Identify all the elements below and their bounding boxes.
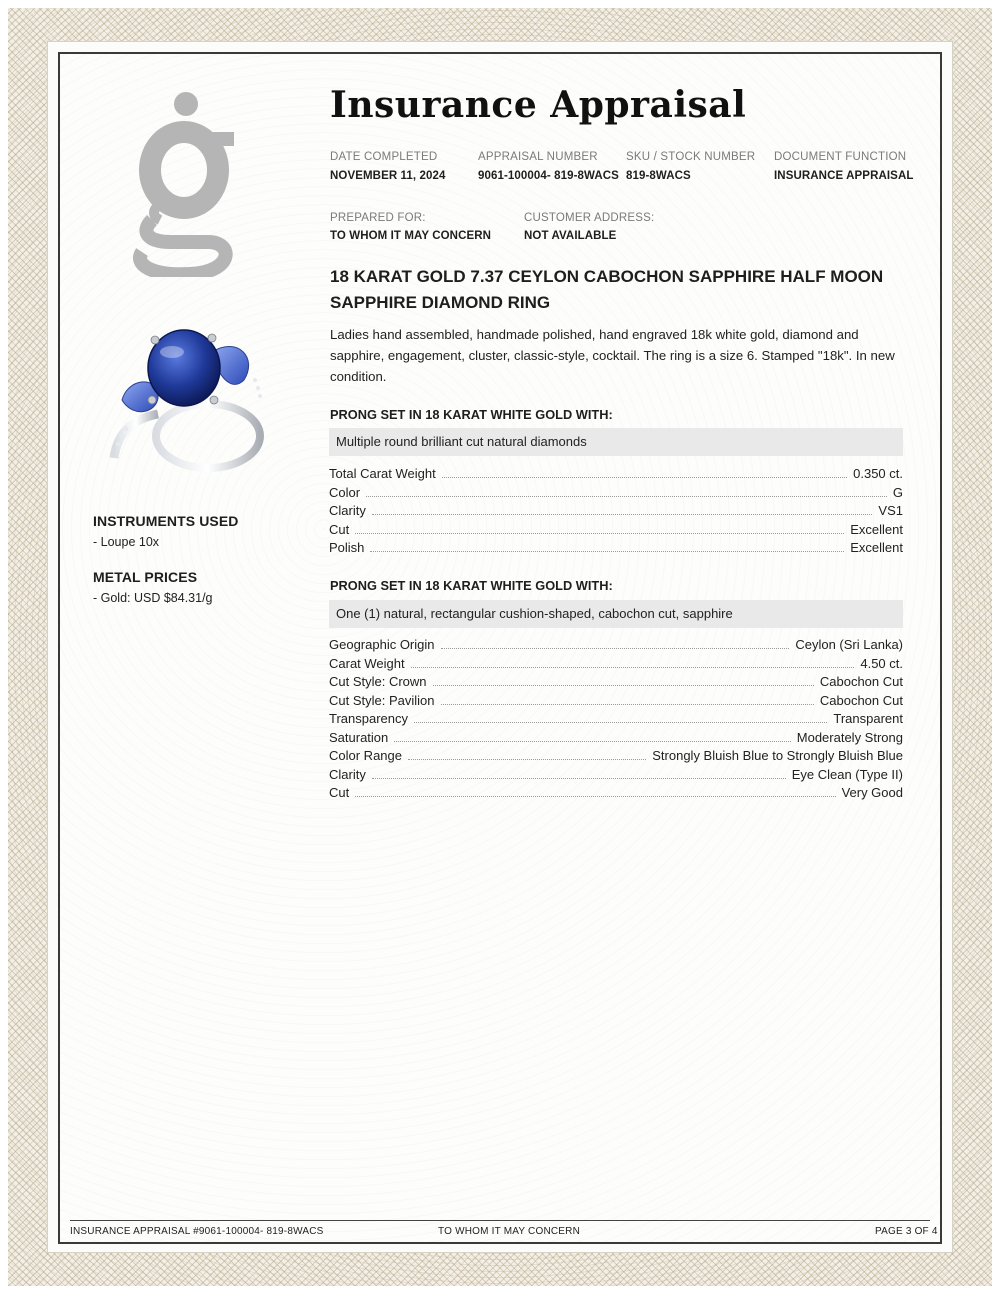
spec-label: Clarity: [329, 766, 366, 782]
spec-row: [329, 674, 903, 693]
spec-row: [329, 785, 903, 804]
footer-recipient: TO WHOM IT MAY CONCERN: [438, 1226, 580, 1237]
prepared-for-value: TO WHOM IT MAY CONCERN: [330, 230, 492, 242]
appraisal-number-value: 9061-100004- 819-8WACS: [478, 170, 619, 182]
spec-row: [329, 730, 903, 749]
dot-leader: [442, 477, 847, 478]
date-completed-label: DATE COMPLETED: [330, 151, 438, 163]
dot-leader: [355, 533, 844, 534]
spec-row: [329, 466, 903, 485]
footer-appraisal-id: INSURANCE APPRAISAL #9061-100004- 819-8WACS: [70, 1226, 324, 1237]
spec-value: Excellent: [850, 540, 903, 555]
spec-label: Saturation: [329, 729, 389, 745]
instruments-heading: INSTRUMENTS USED: [93, 513, 239, 529]
spec-label: Geographic Origin: [329, 637, 435, 652]
stone-description: Multiple round brilliant cut natural diamonds: [329, 428, 903, 456]
item-description: Ladies hand assembled, handmade polished, hand engraved 18k white gold, diamond and sapphire, engagement, cluster, classic-style, cocktail. The ring is a size 6. Stamped "18k". In new condition.: [330, 327, 895, 384]
sku-label: SKU / STOCK NUMBER: [626, 151, 756, 163]
dot-leader: [355, 796, 835, 797]
spec-value: 4.50 ct.: [860, 655, 903, 671]
diamond-specs: [329, 466, 903, 559]
spec-value: VS1: [878, 503, 903, 518]
spec-label: Cut Style: Pavilion: [329, 692, 435, 708]
spec-value: 0.350 ct.: [853, 466, 903, 481]
spec-row: [329, 637, 903, 656]
spec-label: Color: [329, 484, 361, 500]
item-title: 18 KARAT GOLD 7.37 CEYLON CABOCHON SAPPHIRE HALF MOON SAPPHIRE DIAMOND RING: [330, 267, 884, 312]
spec-label: Polish: [329, 540, 365, 555]
spec-value: Moderately Strong: [796, 729, 903, 745]
spec-row: [329, 522, 903, 541]
spec-label: Carat Weight: [329, 655, 405, 671]
spec-row: [329, 540, 903, 559]
appraisal-number-label: APPRAISAL NUMBER: [478, 151, 598, 163]
customer-address-label: CUSTOMER ADDRESS:: [524, 212, 655, 224]
dot-leader: [441, 704, 814, 705]
spec-row: [329, 485, 903, 504]
spec-row: [329, 748, 903, 767]
sapphire-specs: [329, 637, 903, 804]
dot-leader: [372, 514, 873, 515]
document-function-value: INSURANCE APPRAISAL: [774, 170, 914, 182]
spec-row: [329, 656, 903, 675]
spec-value: Excellent: [850, 521, 903, 537]
spec-value: Eye Clean (Type II): [791, 766, 903, 782]
footer-rule: [70, 1220, 930, 1221]
dot-leader: [433, 685, 814, 686]
date-completed-value: NOVEMBER 11, 2024: [330, 170, 446, 182]
dot-leader: [408, 759, 646, 760]
dot-leader: [366, 496, 887, 497]
spec-label: Cut Style: Crown: [329, 674, 427, 689]
ring-photo: [108, 318, 268, 486]
dot-leader: [441, 648, 790, 649]
spec-row: [329, 767, 903, 786]
spec-label: Cut: [329, 785, 350, 800]
dot-leader: [414, 722, 827, 723]
instruments-value: - Loupe 10x: [93, 535, 160, 549]
customer-address-value: NOT AVAILABLE: [524, 230, 617, 242]
metal-prices-value: - Gold: USD $84.31/g: [93, 591, 213, 605]
document-function-label: DOCUMENT FUNCTION: [774, 151, 907, 163]
dot-leader: [370, 551, 844, 552]
spec-label: Clarity: [329, 503, 366, 518]
spec-row: [329, 693, 903, 712]
document-title: Insurance Appraisal: [330, 84, 747, 126]
spec-value: Cabochon Cut: [819, 692, 903, 708]
spec-value: Cabochon Cut: [819, 674, 903, 689]
footer-page-number: PAGE 3 OF 4: [875, 1226, 938, 1237]
spec-row: [329, 711, 903, 730]
spec-value: G: [892, 484, 903, 500]
dot-leader: [394, 741, 791, 742]
spec-label: Total Carat Weight: [329, 466, 436, 481]
spec-label: Color Range: [329, 748, 402, 763]
company-logo: [130, 92, 240, 277]
spec-label: Cut: [329, 521, 350, 537]
section-heading: PRONG SET IN 18 KARAT WHITE GOLD WITH:: [330, 578, 613, 593]
spec-value: Transparent: [833, 711, 903, 726]
dot-leader: [372, 778, 786, 779]
stone-description: One (1) natural, rectangular cushion-shaped, cabochon cut, sapphire: [329, 600, 903, 628]
metal-prices-heading: METAL PRICES: [93, 569, 198, 585]
spec-value: Very Good: [841, 785, 903, 800]
spec-value: Strongly Bluish Blue to Strongly Bluish Blue: [652, 748, 903, 763]
sku-value: 819-8WACS: [626, 170, 691, 182]
spec-row: [329, 503, 903, 522]
prepared-for-label: PREPARED FOR:: [330, 212, 426, 224]
spec-label: Transparency: [329, 711, 408, 726]
section-heading: PRONG SET IN 18 KARAT WHITE GOLD WITH:: [330, 407, 613, 422]
spec-value: Ceylon (Sri Lanka): [795, 637, 903, 652]
dot-leader: [411, 667, 855, 668]
